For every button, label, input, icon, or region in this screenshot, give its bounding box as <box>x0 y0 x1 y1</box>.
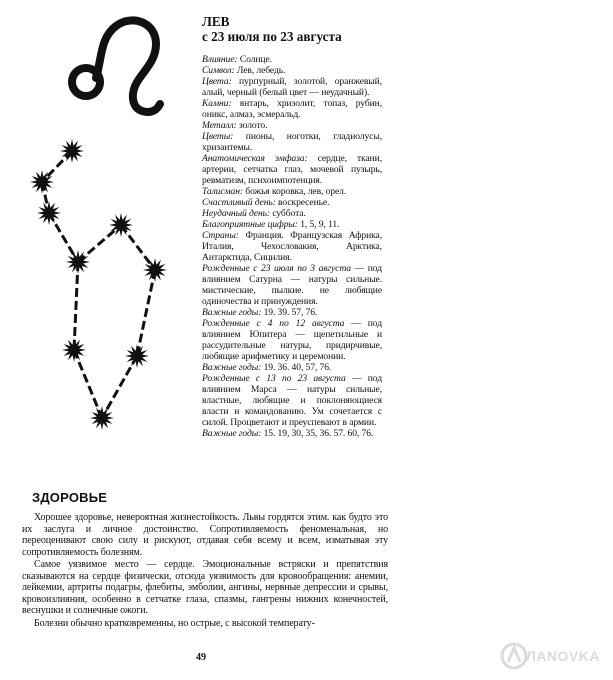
star-icon <box>60 139 84 163</box>
health-paragraph: Болезни обычно кратковременны, но острые, с высокой температу- <box>34 617 315 629</box>
star-icon <box>62 338 86 362</box>
star-icon <box>66 250 90 274</box>
page-number: 49 <box>196 652 206 663</box>
entry-influence: Влияние: Солнце. <box>202 54 272 65</box>
entry-born-period-1: Рожденные с 23 июля по 3 августа — под влиянием Сатурна — натуры сильные. мистические, пылкие. не любящие одиночества и принуждения. <box>202 263 383 307</box>
entry-colors: Цвета: пурпурный, золотой, оранжевый, алый, черный (белый цвет — неудачный). <box>202 76 382 98</box>
constellation-lines <box>42 151 155 418</box>
entry-symbol: Символ: Лев, лебедь. <box>202 65 286 76</box>
constellation-stars <box>30 139 167 430</box>
watermark-text: ЛАNOVKA <box>526 648 600 664</box>
entry-stones: Камни: янтарь, хризолит, топаз, рубин, оникс, алмаз, эсмеральд. <box>202 98 382 120</box>
entry-born-period-2: Рожденные с 4 по 12 августа — под влиянием Юпитера — щепетильные и рассудительные натуры, придирчивые, любящие арифметику и церемонии. <box>202 318 382 362</box>
sign-details <box>202 14 382 439</box>
entry-born-period-3: Рожденные с 13 по 23 августа — под влиянием Марса — натуры сильные, властные, любящие и поклоняющиеся власти и командованию. Ум сочетается с силой. Процветают и преуспевают в армии. <box>202 373 383 428</box>
leo-glyph-loop <box>72 68 100 96</box>
leo-glyph-stroke <box>96 20 160 112</box>
entry-anatomy: Анатомическая эмфаза: сердце, ткани, артерии, сетчатка глаз, мочевой пузырь, ревматизм, психоимпотенция. <box>202 153 382 186</box>
star-icon <box>143 258 167 282</box>
sign-dates: с 23 июля по 23 августа <box>202 29 342 44</box>
entry-lucky-numbers: Благоприятные цифры: 1, 5, 9, 11. <box>202 219 340 230</box>
entry-important-years-1: Важные годы: 19. 39. 57, 76. <box>202 307 318 318</box>
entry-metal: Металл: золото. <box>202 120 268 131</box>
star-icon <box>90 406 114 430</box>
entry-important-years-3: Важные годы: 15. 19, 30, 35, 36. 57. 60, 76. <box>202 428 374 439</box>
entry-unlucky-day: Неудачный день: суббота. <box>202 208 306 219</box>
entry-talisman: Талисман: божья коровка, лев, орел. <box>202 186 347 197</box>
health-heading: ЗДОРОВЬЕ <box>32 490 108 505</box>
entry-countries: Страны: Франция. Французская Африка, Италия, Чехословакия, Арктика, Антарктида, Сицилия. <box>202 230 382 263</box>
entry-important-years-2: Важные годы: 19. 36. 40, 57, 76. <box>202 362 332 373</box>
health-body <box>22 512 388 630</box>
star-icon <box>125 344 149 368</box>
star-icon <box>37 201 61 225</box>
entry-flowers: Цветы: пионы, ноготки, гладиолусы, хризантемы. <box>202 131 382 153</box>
health-paragraph: Самое уязвимое место — сердце. Эмоциональные встряски и препятствия сказываются на сердце физически, отсюда уязвимость для кровообращения: анемии, лейкемии, артриты подагры, флебиты, эмболии, ангины, нервные депрессии и срывы, кровоизлияния, особенно в сетчатке глаза, спазмы, гангрены нижних конечностей, веснушки и солнечные ожоги. <box>22 559 388 616</box>
health-paragraph: Хорошее здоровье, невероятная жизнестойкость. Львы гордятся этим. как будто это их заслуга и личное достоинство. Сопротивляемость феноменальная, но переоценивают свою силу и рискуют, отдавая себя всему и всем, изматывая эту сопротивляемость болезням. <box>22 512 388 558</box>
sign-entries <box>202 54 382 439</box>
watermark-logo <box>500 636 608 676</box>
leo-zodiac-symbol <box>62 16 174 124</box>
leo-constellation <box>20 128 190 448</box>
entry-lucky-day: Счастливый день: воскресенье. <box>202 197 330 208</box>
sign-title: ЛЕВ <box>202 14 230 29</box>
